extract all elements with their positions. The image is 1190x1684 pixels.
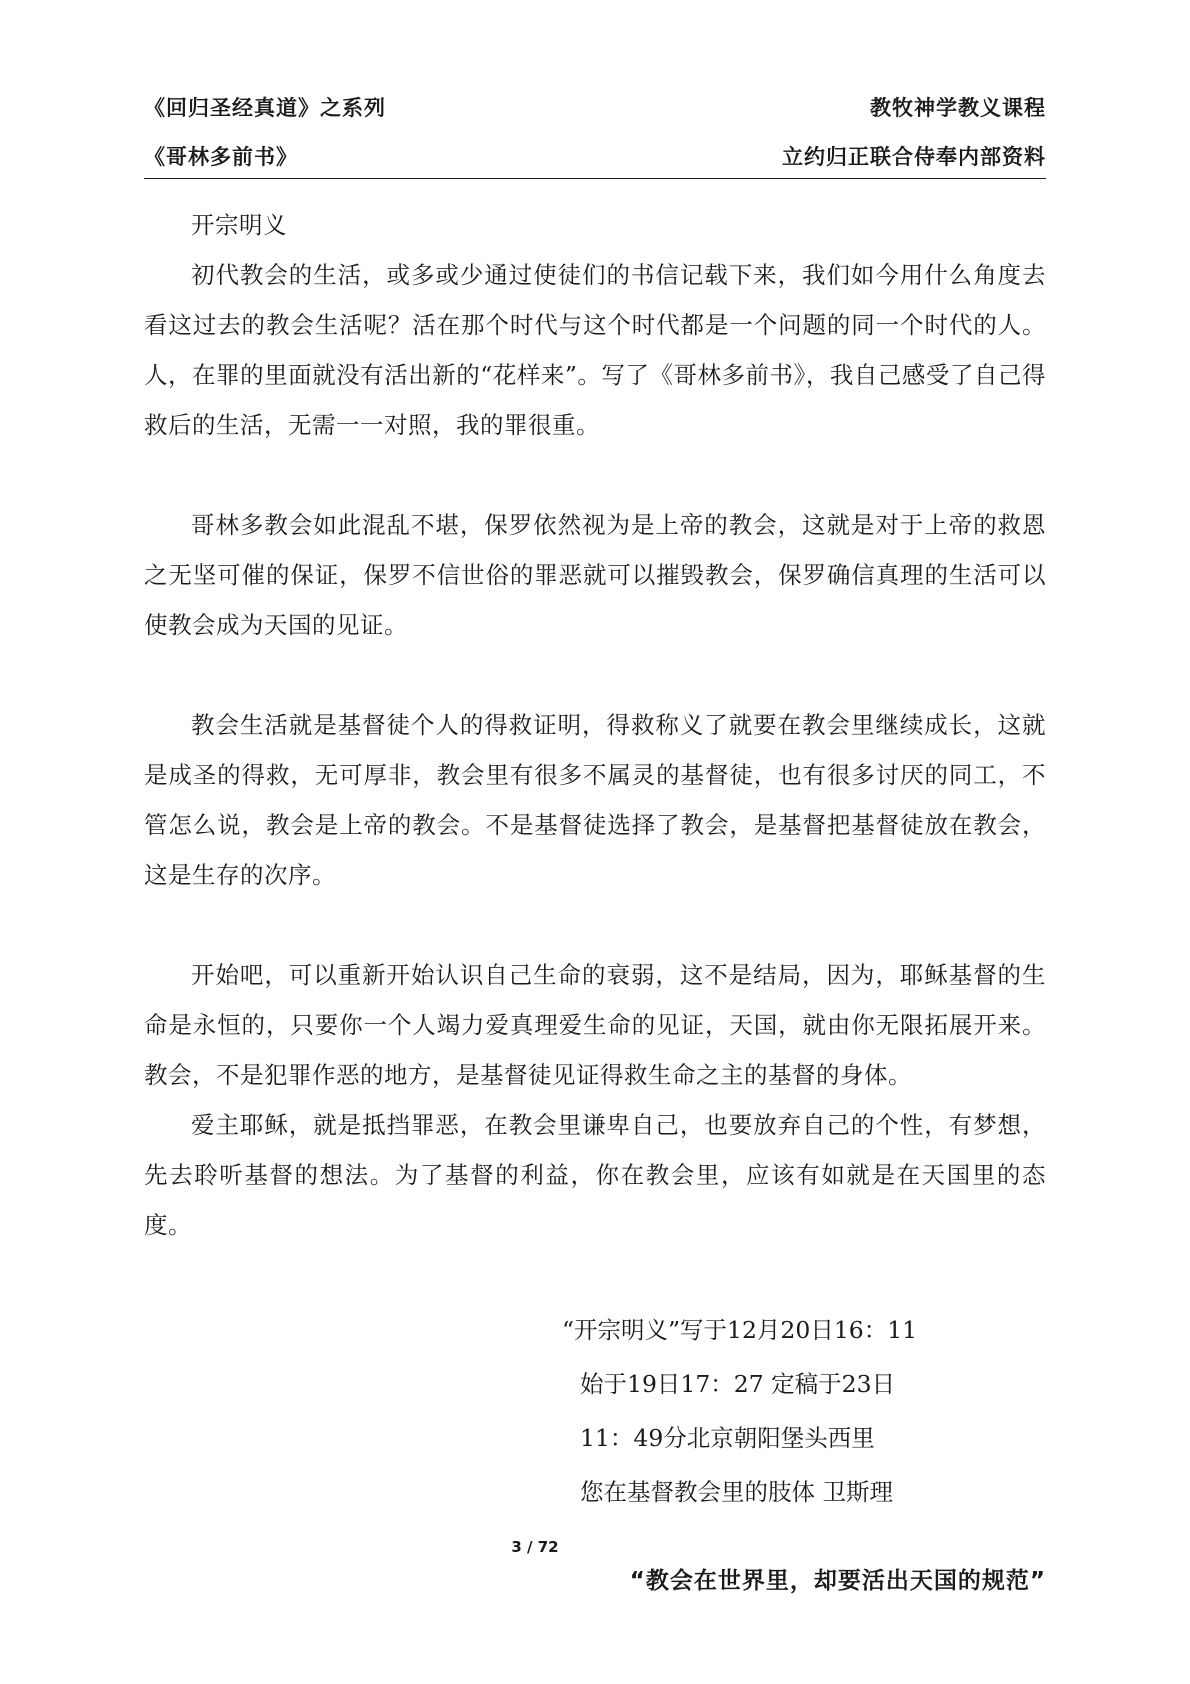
header-top-row [144, 92, 1046, 122]
paragraph-2: 哥林多教会如此混乱不堪，保罗依然视为是上帝的教会，这就是对于上帝的救恩之无坚可催的保证，保罗不信世俗的罪恶就可以摧毁教会，保罗确信真理的生活可以使教会成为天国的见证。 [144, 511, 1046, 639]
paragraph-1: 初代教会的生活，或多或少通过使徒们的书信记载下来，我们如今用什么角度去看这过去的教会生活呢？活在那个时代与这个时代都是一个问题的同一个时代的人。人，在罪的里面就没有活出新的“花样来”。写了《哥林多前书》，我自己感受了自己得救后的生活，无需一一对照，我的罪很重。 [144, 261, 1046, 439]
signature-line-1: “开宗明义”写于12月20日16：11 [562, 1316, 918, 1344]
page-number: 3 / 72 [511, 1538, 559, 1556]
organization-name: 立约归正联合侍奉内部资料 [782, 145, 1046, 169]
header-second-row [144, 141, 1046, 179]
paragraph-3: 教会生活就是基督徒个人的得救证明，得救称义了就要在教会里继续成长，这就是成圣的得救，无可厚非，教会里有很多不属灵的基督徒，也有很多讨厌的同工，不管怎么说，教会是上帝的教会。不是基督徒选择了教会，是基督把基督徒放在教会，这是生存的次序。 [144, 711, 1046, 889]
signature-block [562, 1303, 917, 1519]
signature-line-4: 您在基督教会里的肢体 卫斯理 [580, 1478, 893, 1506]
signature-line-3: 11：49分北京朝阳堡头西里 [580, 1424, 875, 1452]
series-title: 《回归圣经真道》之系列 [144, 96, 386, 120]
paragraph-5: 爱主耶稣，就是抵挡罪恶，在教会里谦卑自己，也要放弃自己的个性，有梦想，先去聆听基督的想法。为了基督的利益，你在教会里，应该有如就是在天国里的态度。 [144, 1111, 1046, 1239]
paragraph-4: 开始吧，可以重新开始认识自己生命的衰弱，这不是结局，因为，耶稣基督的生命是永恒的，只要你一个人竭力爱真理爱生命的见证，天国，就由你无限拓展开来。教会，不是犯罪作恶的地方，是基督徒见证得救生命之主的基督的身体。 [144, 961, 1046, 1089]
signature-line-2: 始于19日17：27 定稿于23日 [580, 1370, 896, 1398]
course-name: 教牧神学教义课程 [870, 96, 1046, 120]
footer-motto: “教会在世界里，却要活出天国的规范” [629, 1568, 1046, 1594]
section-title: 开宗明义 [191, 211, 287, 239]
document-body [144, 200, 1046, 1250]
book-title: 《哥林多前书》 [144, 145, 298, 169]
